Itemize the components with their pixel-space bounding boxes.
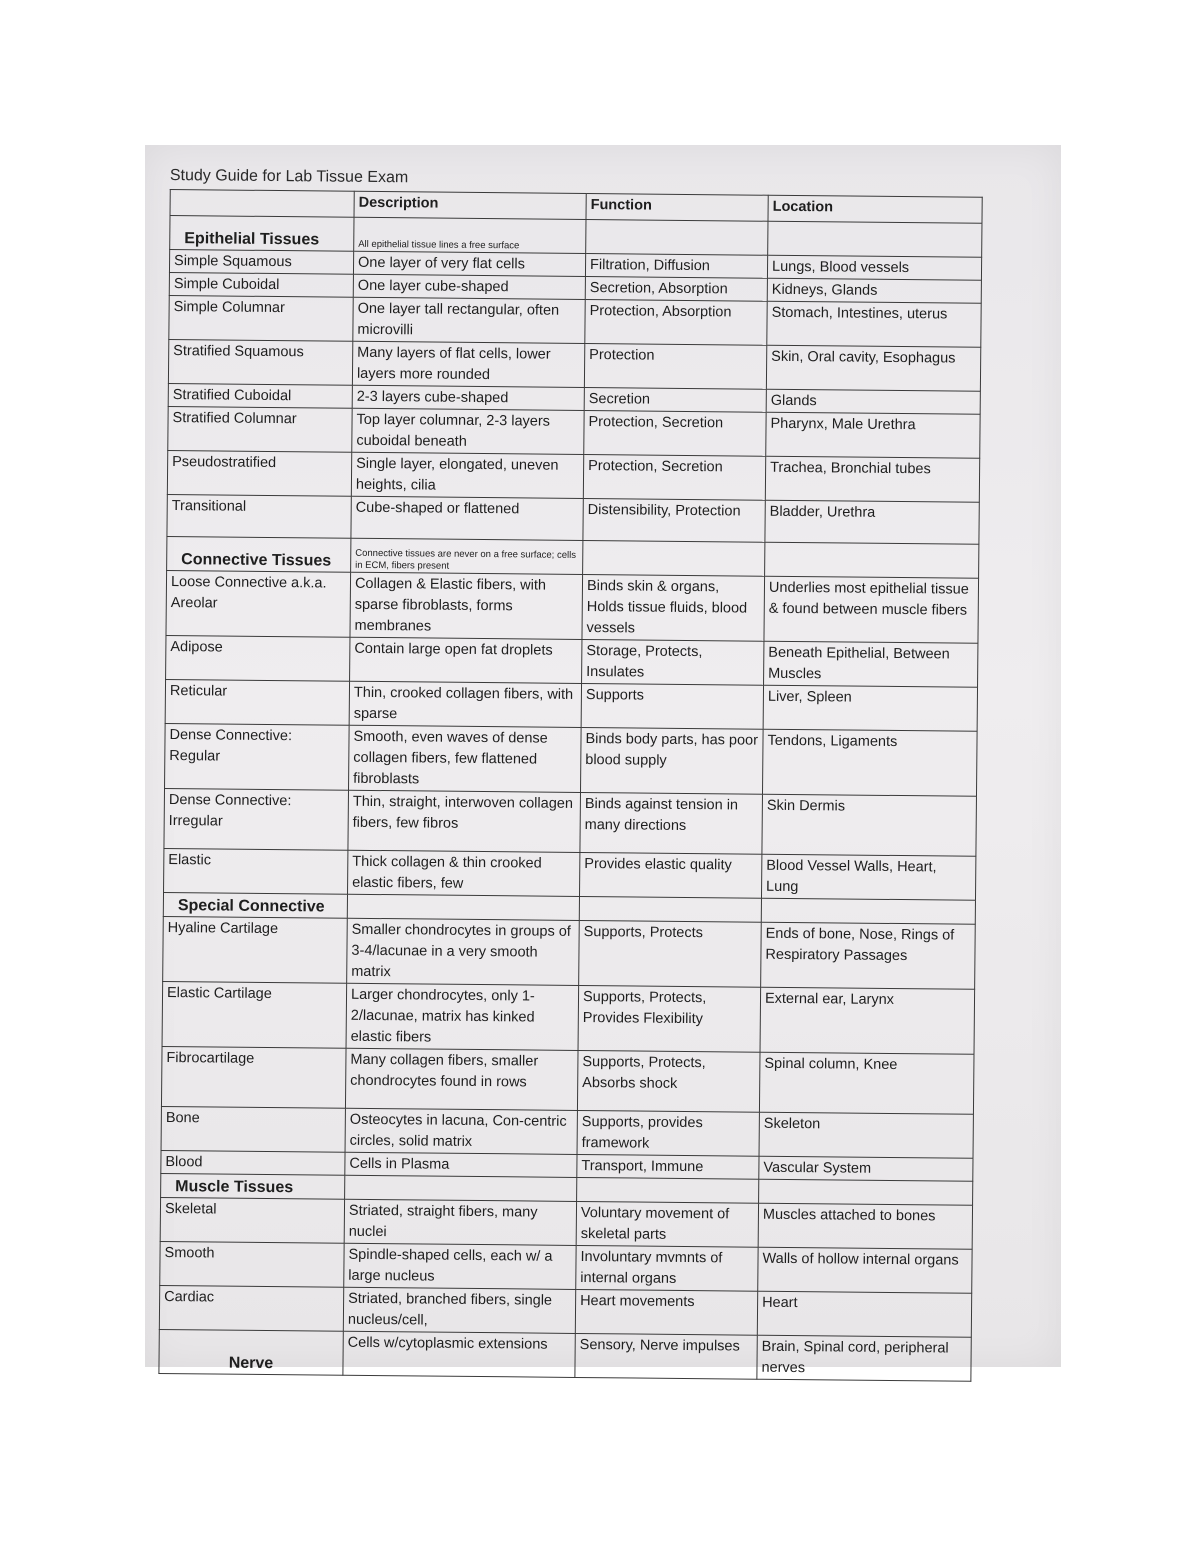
header-location: Location: [768, 195, 982, 223]
description-cell: Cells in Plasma: [345, 1152, 577, 1177]
tissue-name: Stratified Squamous: [168, 339, 352, 385]
location-cell: Brain, Spinal cord, peripheral nerves: [757, 1335, 971, 1381]
function-cell: Secretion: [584, 387, 766, 412]
tissue-name: Hyaline Cartilage: [163, 916, 348, 983]
location-cell: Underlies most epithelial tissue & found between muscle fibers: [764, 576, 979, 643]
description-cell: One layer of very flat cells: [353, 251, 585, 276]
location-cell: Bladder, Urethra: [765, 500, 979, 544]
description-cell: Striated, branched fibers, single nucleus/cell,: [343, 1287, 575, 1333]
function-cell: Sensory, Nerve impulses: [575, 1333, 757, 1379]
tissue-name: Smooth: [160, 1241, 344, 1287]
table-row: [162, 981, 975, 1054]
section-title: Epithelial Tissues: [170, 216, 354, 252]
table-row: [159, 1329, 971, 1381]
tissue-name: Bone: [161, 1106, 345, 1152]
location-cell: Skin, Oral cavity, Esophagus: [766, 345, 980, 391]
table-row: [160, 1241, 972, 1293]
location-cell: Ends of bone, Nose, Rings of Respiratory Passages: [761, 922, 976, 989]
table-row: [165, 723, 978, 796]
location-cell: Beneath Epithelial, Between Muscles: [764, 641, 978, 687]
header-description: Description: [354, 191, 586, 219]
table-row: [167, 450, 979, 502]
description-cell: Thin, straight, interwoven collagen fibers, few fibros: [348, 790, 581, 852]
function-cell: Heart movements: [575, 1289, 757, 1335]
table-row: [160, 1197, 972, 1249]
tissue-name: Reticular: [165, 679, 349, 725]
description-cell: Cells w/cytoplasmic extensions: [343, 1331, 575, 1377]
location-cell: Skin Dermis: [762, 794, 977, 856]
location-cell: Glands: [766, 389, 980, 414]
section-title: Muscle Tissues: [161, 1173, 345, 1199]
tissue-table: [158, 189, 982, 1382]
description-cell: Single layer, elongated, uneven heights, cilia: [351, 452, 583, 498]
table-row: [165, 679, 977, 731]
location-cell: Pharynx, Male Urethra: [766, 412, 980, 458]
description-cell: Many collagen fibers, smaller chondrocytes found in rows: [345, 1048, 578, 1110]
table-row: [164, 848, 976, 900]
location-cell: Spinal column, Knee: [759, 1052, 974, 1114]
description-cell: One layer cube-shaped: [353, 274, 585, 299]
section-title: Connective Tissues: [167, 536, 351, 572]
section-note: All epithelial tissue lines a free surface: [354, 217, 586, 253]
section-title: Special Connective: [163, 892, 347, 918]
description-cell: Larger chondrocytes, only 1-2/lacunae, matrix has kinked elastic fibers: [346, 983, 579, 1050]
tissue-name: Pseudostratified: [167, 450, 351, 496]
tissue-name: Stratified Columnar: [168, 406, 352, 452]
tissue-name: Dense Connective: Irregular: [164, 788, 349, 850]
function-cell: Supports: [581, 683, 763, 729]
description-cell: Striated, straight fibers, many nuclei: [344, 1199, 576, 1245]
tissue-name: Nerve: [159, 1329, 343, 1375]
header-blank: [170, 190, 354, 218]
description-cell: Thick collagen & thin crooked elastic fibers, few: [348, 850, 580, 896]
function-cell: Binds body parts, has poor blood supply: [580, 727, 763, 794]
scanned-photo: [145, 145, 1061, 1377]
location-cell: Lungs, Blood vessels: [767, 255, 981, 280]
function-cell: Protection, Secretion: [583, 454, 765, 500]
description-cell: Top layer columnar, 2-3 layers cuboidal beneath: [352, 408, 584, 454]
function-cell: Secretion, Absorption: [585, 276, 767, 301]
location-cell: Muscles attached to bones: [758, 1203, 972, 1249]
description-cell: Thin, crooked collagen fibers, with sparse: [349, 681, 581, 727]
function-cell: Involuntary mvmnts of internal organs: [576, 1245, 758, 1291]
description-cell: Osteocytes in lacuna, Con-centric circles, solid matrix: [345, 1108, 577, 1154]
description-cell: Many layers of flat cells, lower layers more rounded: [352, 341, 584, 387]
description-cell: Cube-shaped or flattened: [351, 496, 583, 540]
table-row: [159, 1285, 971, 1337]
function-cell: Binds against tension in many directions: [580, 792, 763, 854]
function-cell: Supports, Protects, Provides Flexibility: [578, 985, 761, 1052]
header-function: Function: [586, 193, 768, 221]
tissue-name: Transitional: [167, 494, 351, 538]
location-cell: Kidneys, Glands: [767, 278, 981, 303]
description-cell: Collagen & Elastic fibers, with sparse fibroblasts, forms membranes: [350, 572, 583, 639]
table-row: [166, 635, 978, 687]
location-cell: Liver, Spleen: [763, 685, 977, 731]
description-cell: 2-3 layers cube-shaped: [352, 385, 584, 410]
function-cell: Protection, Secretion: [584, 410, 766, 456]
tissue-name: Dense Connective: Regular: [165, 723, 350, 790]
location-cell: Skeleton: [759, 1112, 973, 1158]
table-row: [161, 1106, 973, 1158]
table-row: [166, 570, 979, 643]
description-cell: Spindle-shaped cells, each w/ a large nucleus: [344, 1243, 576, 1289]
function-cell: Provides elastic quality: [579, 852, 761, 898]
tissue-name: Cardiac: [159, 1285, 343, 1331]
tissue-name: Simple Columnar: [169, 295, 353, 341]
location-cell: Stomach, Intestines, uterus: [767, 301, 981, 347]
function-cell: Supports, provides framework: [577, 1110, 759, 1156]
tissue-name: Stratified Cuboidal: [168, 383, 352, 408]
table-row: [168, 406, 980, 458]
page-title: Study Guide for Lab Tissue Exam: [169, 166, 409, 187]
location-cell: Heart: [757, 1291, 971, 1337]
function-cell: Distensibility, Protection: [583, 498, 765, 542]
table-row: [168, 339, 980, 391]
location-cell: Walls of hollow internal organs: [758, 1247, 972, 1293]
function-cell: Protection: [584, 343, 766, 389]
table-row: [169, 295, 981, 347]
tissue-name: Fibrocartilage: [161, 1046, 346, 1108]
tissue-name: Elastic: [164, 848, 348, 894]
description-cell: Smaller chondrocytes in groups of 3-4/lacunae in a very smooth matrix: [347, 918, 580, 985]
description-cell: Smooth, even waves of dense collagen fibers, few flattened fibroblasts: [349, 725, 582, 792]
location-cell: External ear, Larynx: [760, 987, 975, 1054]
function-cell: Supports, Protects: [579, 920, 762, 987]
tissue-name: Blood: [161, 1150, 345, 1175]
description-cell: One layer tall rectangular, often microvilli: [353, 297, 585, 343]
tissue-name: Simple Squamous: [169, 250, 353, 275]
description-cell: Contain large open fat droplets: [350, 637, 582, 683]
tissue-name: Elastic Cartilage: [162, 981, 347, 1048]
tissue-name: Loose Connective a.k.a. Areolar: [166, 570, 351, 637]
section-note: Connective tissues are never on a free surface; cells in ECM, fibers present: [351, 538, 583, 574]
tissue-name: Adipose: [166, 635, 350, 681]
location-cell: Vascular System: [759, 1156, 973, 1181]
location-cell: Trachea, Bronchial tubes: [765, 456, 979, 502]
location-cell: Tendons, Ligaments: [762, 729, 977, 796]
function-cell: Protection, Absorption: [585, 299, 767, 345]
function-cell: Binds skin & organs, Holds tissue fluids, blood vessels: [582, 574, 765, 641]
study-guide-sheet: [158, 165, 990, 1382]
tissue-name: Simple Cuboidal: [169, 272, 353, 297]
table-row: [163, 916, 976, 989]
function-cell: Storage, Protects, Insulates: [582, 639, 764, 685]
table-row: [164, 788, 977, 856]
function-cell: Supports, Protects, Absorbs shock: [577, 1050, 760, 1112]
function-cell: Filtration, Diffusion: [585, 253, 767, 278]
function-cell: Transport, Immune: [577, 1154, 759, 1179]
tissue-name: Skeletal: [160, 1197, 344, 1243]
location-cell: Blood Vessel Walls, Heart, Lung: [761, 854, 975, 900]
table-row: [161, 1046, 974, 1114]
function-cell: Voluntary movement of skeletal parts: [576, 1201, 758, 1247]
